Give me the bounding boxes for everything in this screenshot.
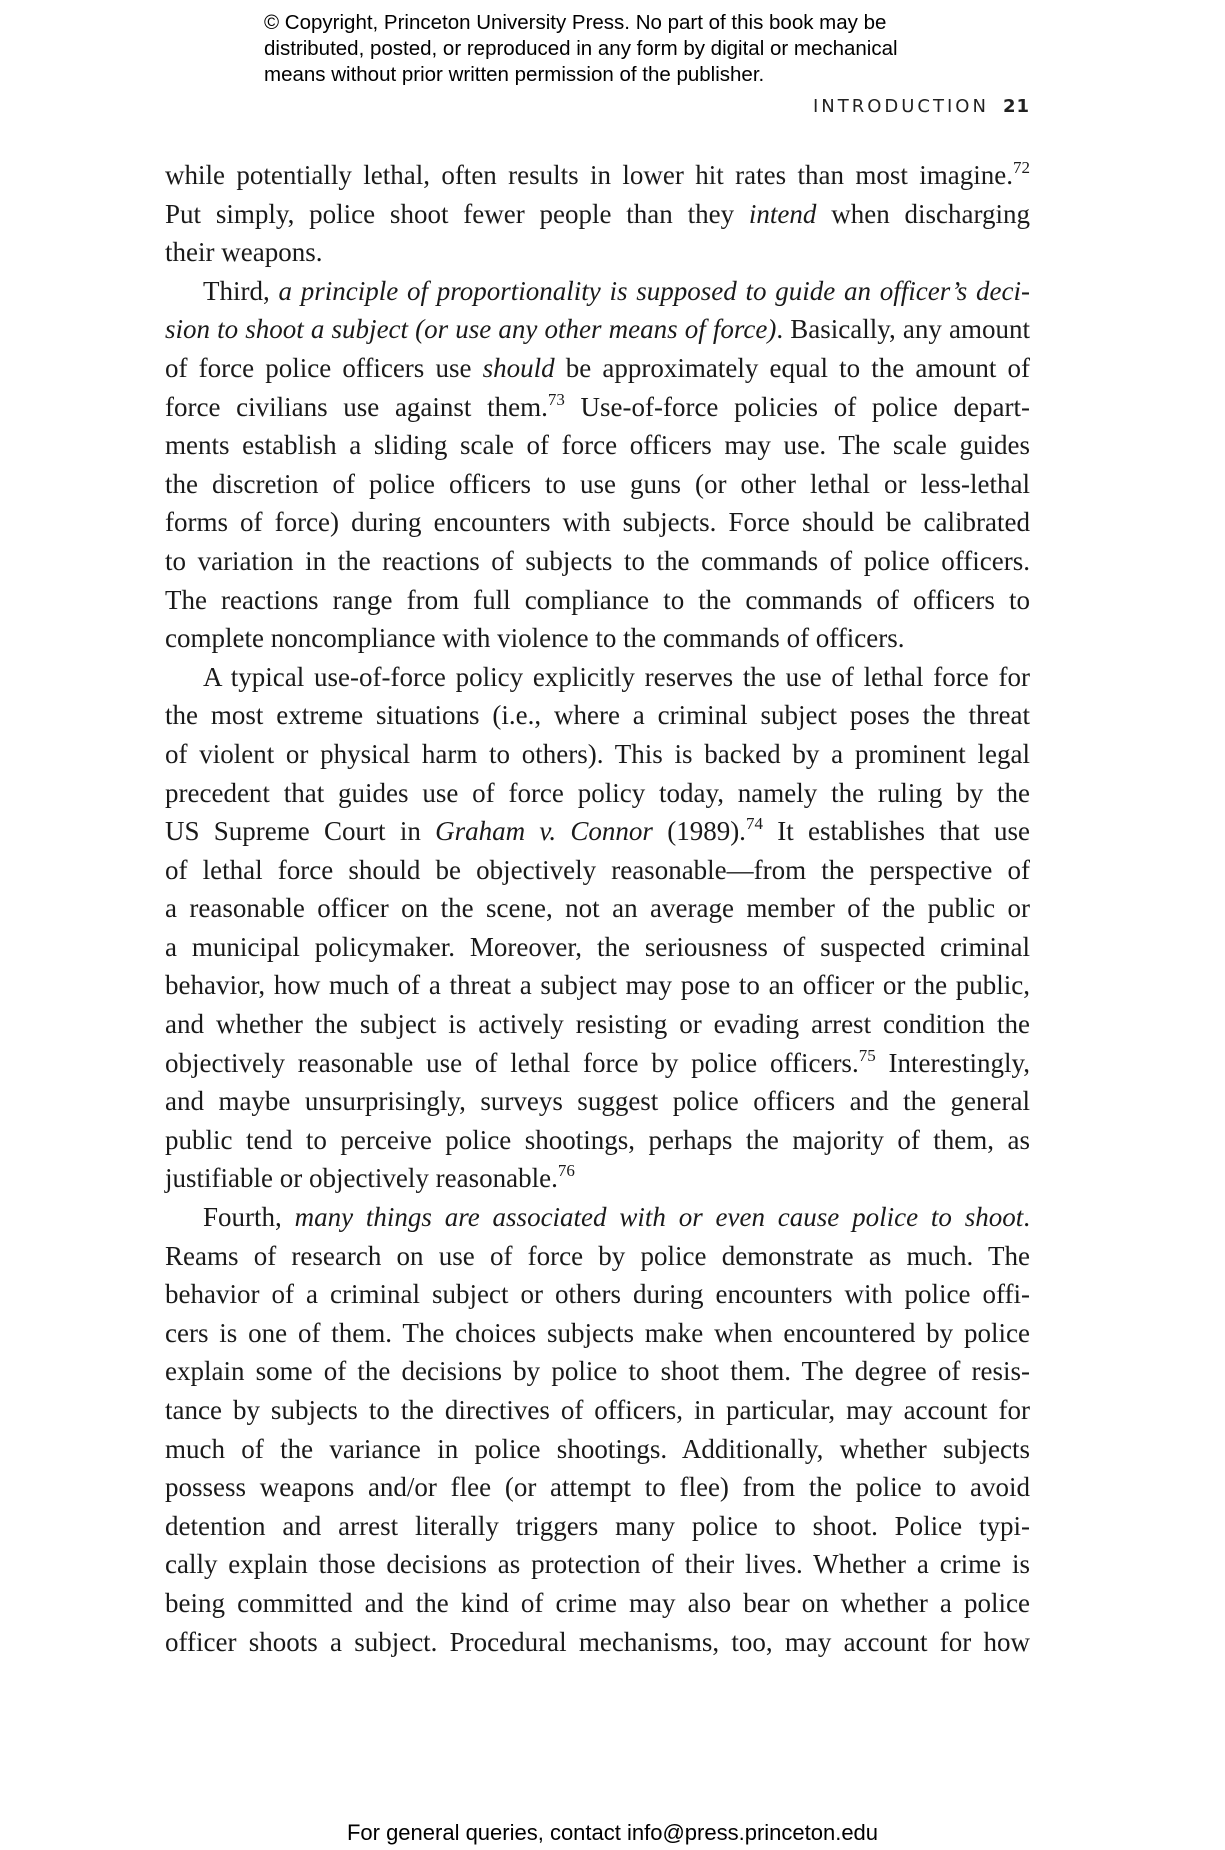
text-run: Interestingly, xyxy=(875,1047,1031,1078)
text-line xyxy=(165,658,1030,697)
running-head xyxy=(813,96,1030,117)
text-run: complete noncompliance with violence to the commands of officers. xyxy=(165,623,905,654)
text-run: while potentially lethal, often results in lower hit rates than most imagine. xyxy=(165,160,1013,190)
text-run: the most extreme situations (i.e., where a criminal subject poses the threat xyxy=(165,700,1030,731)
italic-text: a principle of proportionality is supposed to guide an officer’s deci- xyxy=(278,275,1030,306)
text-run: Put simply, police shoot fewer people than they xyxy=(165,198,749,229)
page-number: 21 xyxy=(1002,96,1030,117)
text-line xyxy=(165,735,1030,774)
text-run: justifiable or objectively reasonable. xyxy=(165,1163,558,1194)
text-run: being committed and the kind of crime may also bear on whether a police xyxy=(165,1587,1030,1618)
text-line xyxy=(165,349,1030,388)
text-line xyxy=(165,465,1030,504)
footnote-marker: 76 xyxy=(557,1161,575,1181)
text-line xyxy=(165,1545,1030,1584)
footnote-marker: 74 xyxy=(745,814,763,834)
text-run: US Supreme Court in xyxy=(165,816,436,847)
text-run: objectively reasonable use of lethal force by police officers. xyxy=(165,1047,859,1078)
text-line xyxy=(165,1198,1030,1237)
text-run: the discretion of police officers to use guns (or other lethal or less-lethal xyxy=(165,468,1030,499)
text-run: Use-of-force policies of police depart- xyxy=(564,391,1030,422)
italic-text: Graham v. Connor xyxy=(435,816,653,847)
text-run: of lethal force should be objectively reasonable—from the perspective of xyxy=(165,854,1030,885)
text-line xyxy=(165,1468,1030,1507)
text-run: . Basically, any amount xyxy=(776,314,1030,345)
text-line xyxy=(165,696,1030,735)
text-run: Fourth, xyxy=(203,1202,295,1233)
text-line xyxy=(165,1159,1030,1198)
text-run: behavior, how much of a threat a subject may pose to an officer or the public, xyxy=(165,970,1030,1001)
body-text xyxy=(165,156,1030,1661)
text-line xyxy=(165,1507,1030,1546)
text-line xyxy=(165,1391,1030,1430)
text-line xyxy=(165,812,1030,851)
text-run: be approximately equal to the amount of xyxy=(554,352,1030,383)
text-run: a municipal policymaker. Moreover, the seriousness of suspected criminal xyxy=(165,931,1030,962)
text-run: precedent that guides use of force policy today, namely the ruling by the xyxy=(165,777,1030,808)
text-run: their weapons. xyxy=(165,237,323,268)
text-line xyxy=(165,156,1030,195)
text-line xyxy=(165,1314,1030,1353)
copyright-line: distributed, posted, or reproduced in any form by digital or mechanical xyxy=(264,37,898,60)
text-line xyxy=(165,1082,1030,1121)
italic-text: intend xyxy=(748,198,817,229)
copyright-line: © Copyright, Princeton University Press. No part of this book may be xyxy=(264,11,887,34)
text-run: a reasonable officer on the scene, not an average member of the public or xyxy=(165,893,1030,924)
text-run: behavior of a criminal subject or others during encounters with police offi- xyxy=(165,1279,1030,1310)
italic-text: should xyxy=(482,352,555,383)
footnote-marker: 73 xyxy=(547,389,565,409)
text-run: of violent or physical harm to others). This is backed by a prominent legal xyxy=(165,738,1030,769)
text-line xyxy=(165,581,1030,620)
text-line xyxy=(165,1430,1030,1469)
text-line xyxy=(165,388,1030,427)
text-line xyxy=(165,1044,1030,1083)
text-line xyxy=(165,195,1030,234)
text-run: and whether the subject is actively resisting or evading arrest condition the xyxy=(165,1009,1030,1040)
text-line xyxy=(165,1623,1030,1662)
chapter-title: INTRODUCTION xyxy=(812,96,989,117)
text-line xyxy=(165,1237,1030,1276)
text-run: officer shoots a subject. Procedural mechanisms, too, may account for how xyxy=(165,1626,1030,1657)
text-run: of force police officers use xyxy=(165,352,483,383)
text-run: force civilians use against them. xyxy=(165,391,548,422)
text-line xyxy=(165,1275,1030,1314)
text-line xyxy=(165,310,1030,349)
text-run: tance by subjects to the directives of officers, in particular, may account for xyxy=(165,1395,1030,1425)
text-run: Third, xyxy=(203,275,279,306)
text-line xyxy=(165,1121,1030,1160)
text-run: detention and arrest literally triggers many police to shoot. Police typi- xyxy=(165,1510,1030,1541)
footnote-marker: 75 xyxy=(858,1045,876,1065)
text-run: forms of force) during encounters with subjects. Force should be calibrated xyxy=(165,507,1030,538)
copyright-line: means without prior written permission of the publisher. xyxy=(264,63,765,86)
text-run: public tend to perceive police shootings, perhaps the majority of them, as xyxy=(165,1124,1030,1155)
text-line xyxy=(165,851,1030,890)
text-run: Reams of research on use of force by police demonstrate as much. The xyxy=(165,1240,1030,1271)
text-line xyxy=(165,542,1030,581)
text-line xyxy=(165,1005,1030,1044)
text-line xyxy=(165,774,1030,813)
text-run: . xyxy=(1023,1202,1030,1233)
text-line xyxy=(165,1352,1030,1391)
text-line xyxy=(165,426,1030,465)
text-line xyxy=(165,1584,1030,1623)
text-run: (1989). xyxy=(652,816,746,847)
text-run: A typical use-of-force policy explicitly reserves the use of lethal force for xyxy=(203,661,1030,692)
text-run: It establishes that use xyxy=(762,816,1030,847)
text-run: and maybe unsurprisingly, surveys suggest police officers and the general xyxy=(165,1086,1030,1117)
text-line xyxy=(165,889,1030,928)
text-run: when discharging xyxy=(816,198,1030,229)
italic-text: sion to shoot a subject (or use any other means of force) xyxy=(165,314,777,345)
text-run: possess weapons and/or flee (or attempt to flee) from the police to avoid xyxy=(165,1472,1030,1503)
text-run: much of the variance in police shootings. Additionally, whether subjects xyxy=(165,1433,1030,1464)
text-line xyxy=(165,966,1030,1005)
footer-contact: For general queries, contact info@press.princeton.edu xyxy=(346,1820,879,1845)
text-line xyxy=(165,928,1030,967)
copyright-notice xyxy=(264,10,1024,88)
text-run: cally explain those decisions as protection of their lives. Whether a crime is xyxy=(165,1549,1030,1580)
italic-text: many things are associated with or even cause police to shoot xyxy=(294,1202,1024,1233)
text-run: cers is one of them. The choices subjects make when encountered by police xyxy=(165,1317,1030,1348)
text-run: to variation in the reactions of subjects to the commands of police officers. xyxy=(165,545,1030,576)
text-run: The reactions range from full compliance to the commands of officers to xyxy=(165,584,1030,615)
text-line xyxy=(165,503,1030,542)
footnote-marker: 72 xyxy=(1013,158,1030,177)
text-line xyxy=(165,272,1030,311)
text-line xyxy=(165,233,1030,272)
text-run: explain some of the decisions by police to shoot them. The degree of resis- xyxy=(165,1356,1030,1387)
text-line xyxy=(165,619,1030,658)
text-run: ments establish a sliding scale of force officers may use. The scale guides xyxy=(165,430,1030,461)
